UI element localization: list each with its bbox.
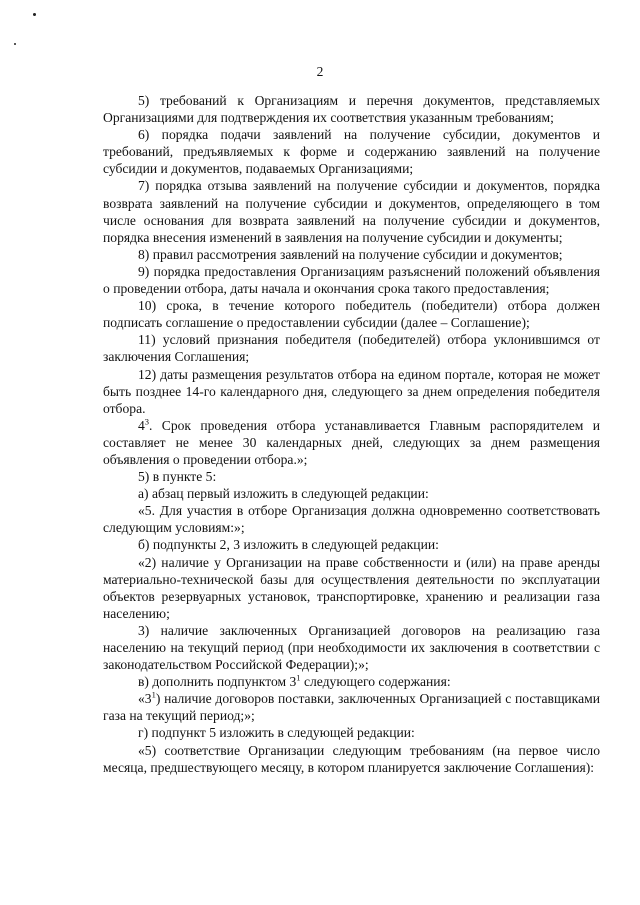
- page-number: 2: [316, 64, 324, 79]
- superscript: 1: [151, 689, 156, 700]
- superscript: 3: [144, 416, 150, 427]
- paragraph: 9) порядка предоставления Организациям разъяснений положений объявления о проведении отбора, даты начала и окончания срока такого предоставления;: [103, 263, 600, 297]
- paragraph: 12) даты размещения результатов отбора на едином портале, которая не может быть позднее 14-го календарного дня, следующего за днем определения победителя отбора.: [103, 366, 600, 416]
- paragraph: а) абзац первый изложить в следующей редакции:: [138, 486, 429, 502]
- paragraph: «2) наличие у Организации на праве собственности и (или) на праве аренды материально-технической базы для осуществления деятельности по эксплуатации объектов резервуарных установок, транспортировке, хранению и реализации газа населению;: [103, 554, 600, 621]
- paragraph: 11) условий признания победителя (победителей) отбора уклонившимся от заключения Соглашения;: [103, 332, 600, 365]
- paragraph: [103, 673, 600, 690]
- paragraph-text: в) дополнить подпунктом 3: [138, 674, 297, 690]
- paragraph: 10) срока, в течение которого победитель (победители) отбора должен подписать соглашение о предоставлении субсидии (далее – Соглашение);: [103, 298, 600, 331]
- paragraph-number: 4: [138, 417, 145, 433]
- paragraph: [103, 690, 600, 724]
- paragraph: «5. Для участия в отборе Организация должна одновременно соответствовать следующим условиям:»;: [103, 503, 600, 536]
- paragraph: 3) наличие заключенных Организацией договоров на реализацию газа населению на текущий период (при необходимости их заключения в соответствии с законодательством Российской Федерации);»;: [103, 622, 600, 673]
- scan-speck: [14, 43, 16, 45]
- paragraph: 5) в пункте 5:: [138, 469, 217, 485]
- scan-speck: [33, 13, 36, 16]
- paragraph: 8) правил рассмотрения заявлений на получение субсидии и документов;: [138, 246, 563, 262]
- paragraph-text: ) наличие договоров поставки, заключенных Организацией с поставщиками газа на текущий период;»;: [103, 691, 600, 724]
- paragraph: «5) соответствие Организации следующим требованиям (на первое число месяца, предшествующего месяцу, в котором планируется заключение Соглашения):: [103, 742, 600, 775]
- paragraph-text: следующего содержания:: [300, 674, 451, 690]
- superscript: 1: [296, 672, 301, 683]
- paragraph-text: «3: [138, 691, 152, 707]
- paragraph: г) подпункт 5 изложить в следующей редакции:: [138, 725, 415, 741]
- paragraph: [103, 417, 600, 468]
- paragraph: 5) требований к Организациям и перечня документов, представляемых Организациями для подтверждения их соответствия указанным требованиям;: [103, 93, 600, 126]
- paragraph-text: . Срок проведения отбора устанавливается Главным распорядителем и составляет не менее 30 календарных дней, следующих за днем размещения объявления о проведении отбора.»;: [103, 417, 600, 467]
- document-body: [103, 92, 600, 776]
- paragraph: 6) порядка подачи заявлений на получение субсидии, документов и требований, предъявляемых к форме и содержанию заявлений на получение субсидии и документов, подаваемых Организациями;: [103, 127, 600, 177]
- paragraph: 7) порядка отзыва заявлений на получение субсидии и документов, порядка возврата заявлений на получение субсидии и документов, определяющего в том числе основания для возврата заявлений на получение субсидии и документов, порядка внесения изменений в заявления на получение субсидии и документы;: [103, 178, 600, 245]
- paragraph: б) подпункты 2, 3 изложить в следующей редакции:: [138, 537, 439, 553]
